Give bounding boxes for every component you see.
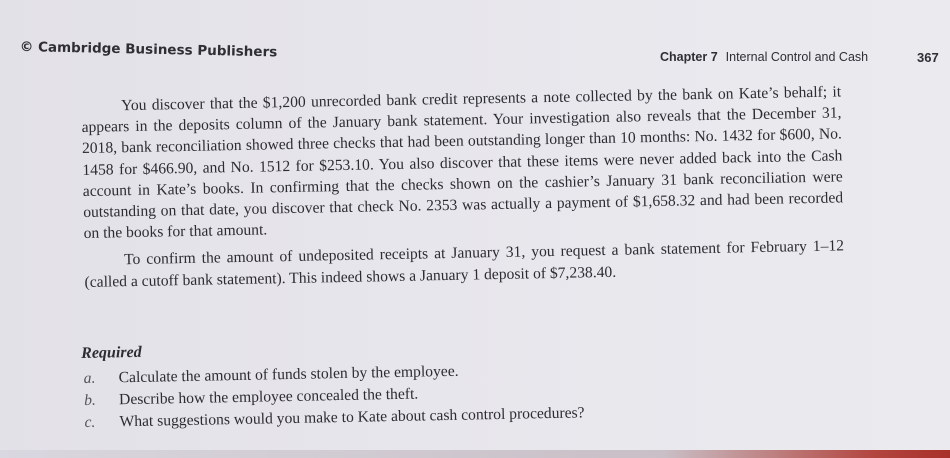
item-letter: a. xyxy=(83,369,96,387)
chapter-label: Chapter 7 xyxy=(660,50,718,64)
chapter-title: Internal Control and Cash xyxy=(725,50,869,64)
required-section xyxy=(81,328,843,434)
paragraph-investigation: You discover that the $1,200 unrecorded bank credit represents a note collected by the bank on Kate’s behalf; it appears in the deposits column of the January bank statement. Your investigation also reveals that the December 31, 2018, bank reconciliation showed three checks that had been outstanding longer than 10 months: No. 1432 for $600, No. 1458 for $466.90, and No. 1512 for $253.10. You also discover that these items were never added back into the Cash account in Kate’s books. In confirming that the checks shown on the cashier’s January 31 bank reconciliation were outstanding on that date, you discover that check No. 2353 was actually a payment of $1,658.32 and had been recorded on the books for that amount. xyxy=(81,83,844,243)
item-letter: c. xyxy=(84,413,96,431)
item-text: Describe how the employee concealed the theft. xyxy=(118,385,419,409)
item-text: What suggestions would you make to Kate about cash control procedures? xyxy=(119,404,585,431)
required-heading: Required xyxy=(81,343,142,362)
required-list xyxy=(81,353,842,434)
page-number: 367 xyxy=(917,50,939,65)
page-bottom-edge xyxy=(0,450,950,458)
item-letter: b. xyxy=(83,391,96,409)
chapter-heading xyxy=(660,50,868,64)
publisher-name: © Cambridge Business Publishers xyxy=(19,39,278,61)
problem-body xyxy=(81,81,845,292)
paragraph-cutoff-statement: To confirm the amount of undeposited receipts at January 31, you request a bank statement for February 1–12 (called a cutoff bank statement). This indeed shows a January 1 deposit of $7,238.40. xyxy=(84,237,845,291)
item-text: Calculate the amount of funds stolen by the employee. xyxy=(118,362,459,387)
page-header xyxy=(0,0,950,80)
